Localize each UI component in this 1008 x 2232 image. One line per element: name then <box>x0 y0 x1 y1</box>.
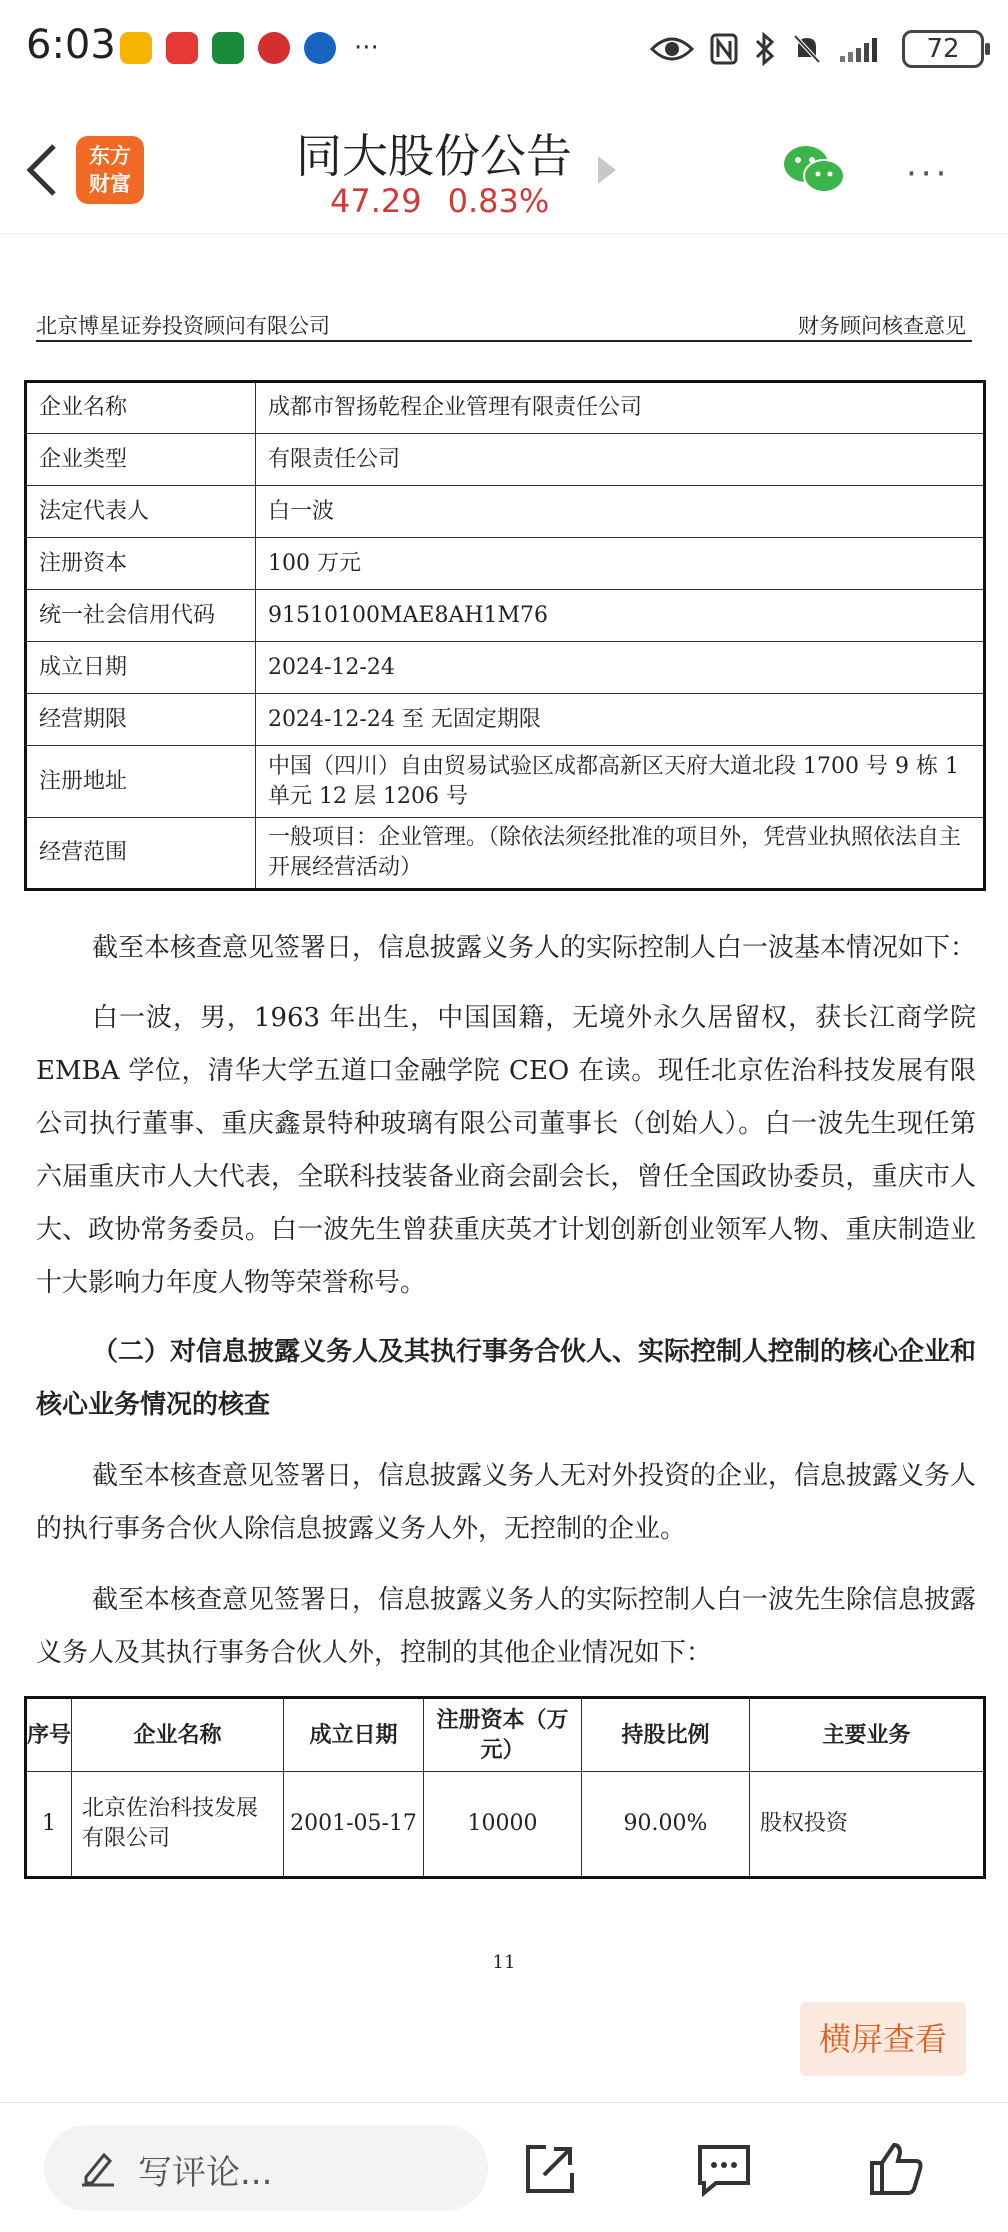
row-label: 企业名称 <box>26 382 256 434</box>
column-header: 主要业务 <box>750 1698 985 1772</box>
table-row <box>26 1772 985 1878</box>
controlled-companies-table <box>24 1696 986 1879</box>
row-value: 一般项目：企业管理。（除依法须经批准的项目外，凭营业执照依法自主开展经营活动） <box>256 818 985 890</box>
eastmoney-logo[interactable] <box>76 136 144 204</box>
table-row <box>26 486 985 538</box>
bank-app-icon <box>258 32 290 64</box>
company-info-table <box>24 380 986 891</box>
row-value: 白一波 <box>256 486 985 538</box>
column-header: 序号 <box>26 1698 72 1772</box>
stock-change: 0.83% <box>447 182 550 220</box>
row-label: 企业类型 <box>26 434 256 486</box>
table-row <box>26 590 985 642</box>
row-label: 经营范围 <box>26 818 256 890</box>
mute-icon <box>792 33 822 65</box>
table-cell: 股权投资 <box>750 1772 985 1878</box>
share-icon[interactable] <box>520 2139 580 2199</box>
firm-name: 北京博星证券投资顾问有限公司 <box>36 314 330 338</box>
logo-line1: 东方 <box>89 144 131 168</box>
document-type: 财务顾问核查意见 <box>798 314 966 338</box>
table-row <box>26 746 985 818</box>
table-row <box>26 434 985 486</box>
blue-app-icon <box>304 32 336 64</box>
bottom-action-bar <box>0 2102 1008 2232</box>
mail-app-icon <box>120 32 152 64</box>
logo-line2: 财富 <box>89 172 131 196</box>
table-row <box>26 382 985 434</box>
paragraph-no-investment: 截至本核查意见签署日，信息披露义务人无对外投资的企业，信息披露义务人的执行事务合伙人除信息披露义务人外，无控制的企业。 <box>36 1461 977 1544</box>
page-number: 11 <box>492 1952 516 1973</box>
clock: 6:03 <box>26 22 116 68</box>
comment-input[interactable] <box>44 2125 488 2211</box>
stock-quote[interactable] <box>330 182 549 220</box>
row-label: 成立日期 <box>26 642 256 694</box>
notification-icons <box>120 32 379 64</box>
paragraph-other-companies: 截至本核查意见签署日，信息披露义务人的实际控制人白一波先生除信息披露义务人及其执行事务合伙人外，控制的其他企业情况如下： <box>36 1585 977 1668</box>
app-header <box>0 110 1008 234</box>
table-row <box>26 538 985 590</box>
row-value: 91510100MAE8AH1M76 <box>256 590 985 642</box>
back-arrow-icon[interactable] <box>22 140 62 200</box>
battery-indicator: 72 <box>902 30 984 68</box>
row-label: 法定代表人 <box>26 486 256 538</box>
table-row <box>26 818 985 890</box>
eye-icon <box>650 33 694 65</box>
comment-placeholder: 写评论... <box>138 2153 273 2193</box>
page-title: 同大股份公告 <box>296 129 572 183</box>
table-cell: 北京佐治科技发展有限公司 <box>72 1772 284 1878</box>
table-row <box>26 642 985 694</box>
bluetooth-icon <box>754 32 776 66</box>
pencil-icon <box>78 2147 118 2187</box>
column-header: 企业名称 <box>72 1698 284 1772</box>
table-cell: 10000 <box>424 1772 582 1878</box>
landscape-view-button[interactable]: 横屏查看 <box>800 2002 966 2076</box>
row-label: 经营期限 <box>26 694 256 746</box>
more-notifications-icon: ··· <box>354 33 379 63</box>
comments-icon[interactable] <box>694 2139 754 2199</box>
row-label: 统一社会信用代码 <box>26 590 256 642</box>
signal-icon <box>838 34 886 64</box>
row-value: 100 万元 <box>256 538 985 590</box>
row-value: 中国（四川）自由贸易试验区成都高新区天府大道北段 1700 号 9 栋 1 单元 12 层 1206 号 <box>256 746 985 818</box>
play-arrow-icon[interactable] <box>598 156 616 184</box>
document-running-header <box>36 306 972 342</box>
column-header: 持股比例 <box>582 1698 750 1772</box>
red-app-icon <box>166 32 198 64</box>
row-value: 2024-12-24 至 无固定期限 <box>256 694 985 746</box>
row-value: 有限责任公司 <box>256 434 985 486</box>
system-icons <box>650 30 984 68</box>
more-options-icon[interactable]: ··· <box>906 154 951 194</box>
section-heading: （二）对信息披露义务人及其执行事务合伙人、实际控制人控制的核心企业和核心业务情况的核查 <box>36 1337 977 1420</box>
column-header: 成立日期 <box>284 1698 424 1772</box>
nfc-icon <box>710 33 738 65</box>
paragraph-controller-intro: 截至本核查意见签署日，信息披露义务人的实际控制人白一波基本情况如下： <box>92 933 977 963</box>
column-header: 注册资本（万元） <box>424 1698 582 1772</box>
status-bar <box>0 0 1008 110</box>
thumbs-up-icon[interactable] <box>866 2139 926 2199</box>
china-post-icon <box>212 32 244 64</box>
stock-price: 47.29 <box>330 182 422 220</box>
table-header-row <box>26 1698 985 1772</box>
table-cell: 2001-05-17 <box>284 1772 424 1878</box>
row-label: 注册地址 <box>26 746 256 818</box>
wechat-share-icon[interactable] <box>782 144 846 196</box>
table-row <box>26 694 985 746</box>
row-label: 注册资本 <box>26 538 256 590</box>
table-cell: 90.00% <box>582 1772 750 1878</box>
table-cell: 1 <box>26 1772 72 1878</box>
row-value: 成都市智扬乾程企业管理有限责任公司 <box>256 382 985 434</box>
paragraph-controller-bio: 白一波，男，1963 年出生，中国国籍，无境外永久居留权，获长江商学院 EMBA 学位，清华大学五道口金融学院 CEO 在读。现任北京佐治科技发展有限公司执行董事、重庆鑫景特种玻璃有限公司董事长（创始人）。白一波先生现任第六届重庆市人大代表，全联科技装备业商会副会长，曾任全国政协委员，重庆市人大、政协常务委员。白一波先生曾获重庆英才计划创新创业领军人物、重庆制造业十大影响力年度人物等荣誉称号。 <box>36 1003 976 1298</box>
row-value: 2024-12-24 <box>256 642 985 694</box>
